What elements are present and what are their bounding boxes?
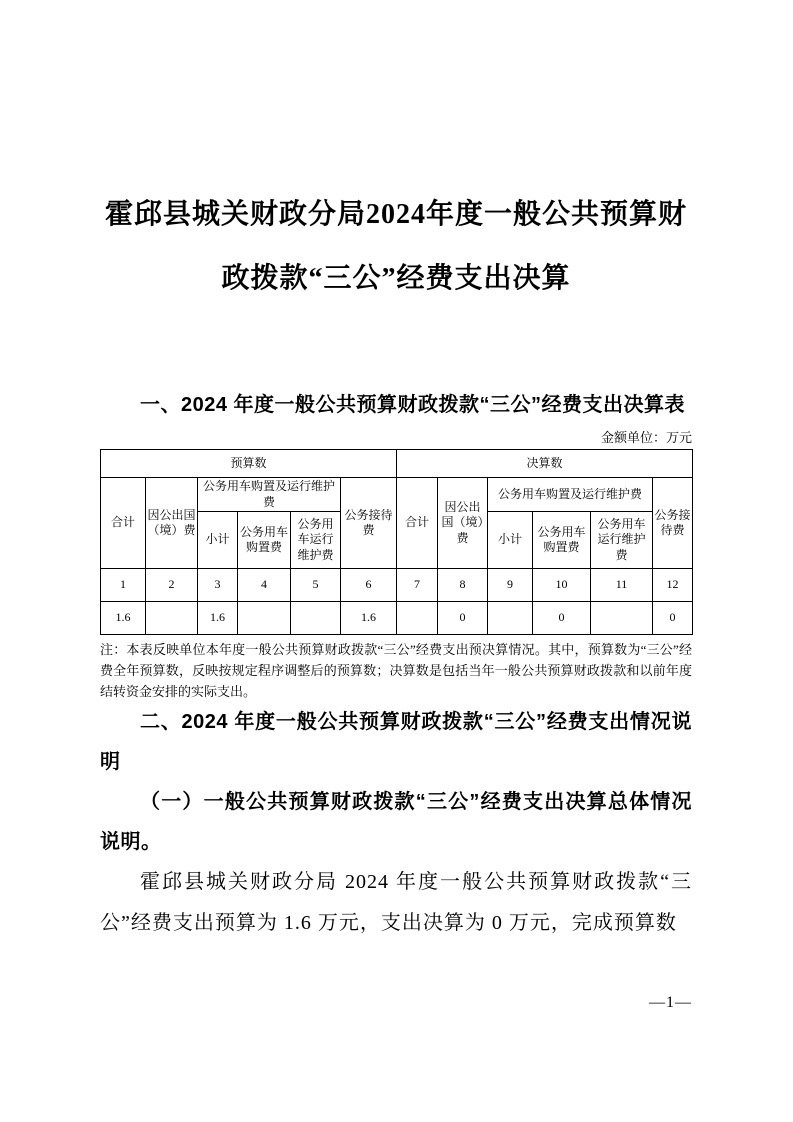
header-final-purchase: 公务用车购置费 bbox=[533, 512, 591, 569]
col-number-5: 5 bbox=[291, 569, 341, 602]
col-number-9: 9 bbox=[488, 569, 533, 602]
col-number-3: 3 bbox=[198, 569, 238, 602]
group-header-budget: 预算数 bbox=[101, 450, 397, 478]
table-note: 注：本表反映单位本年度一般公共预算财政拨款“三公”经费支出预决算情况。其中，预算数为“三公”经费全年预算数，反映按规定程序调整后的预算数；决算数是包括当年一般公共预算财政拨款和以前年度结转资金安排的实际支出。 bbox=[100, 642, 692, 700]
cell-final-purchase: 0 bbox=[533, 602, 591, 635]
header-final-total: 合计 bbox=[397, 478, 438, 569]
body-paragraph: 霍邱县城关财政分局 2024 年度一般公共预算财政拨款“三公”经费支出预算为 1.6 万元，支出决算为 0 万元，完成预算数 bbox=[100, 871, 692, 935]
cell-budget-operation bbox=[291, 602, 341, 635]
section-2-heading: 二、2024 年度一般公共预算财政拨款“三公”经费支出情况说明 bbox=[100, 711, 692, 774]
header-final-vehicle-group: 公务用车购置及运行维护费 bbox=[488, 478, 653, 512]
cell-final-abroad: 0 bbox=[438, 602, 488, 635]
col-number-11: 11 bbox=[591, 569, 653, 602]
cell-budget-abroad bbox=[146, 602, 198, 635]
header-budget-abroad: 因公出国（境）费 bbox=[146, 478, 198, 569]
header-budget-purchase: 公务用车购置费 bbox=[238, 512, 291, 569]
col-number-10: 10 bbox=[533, 569, 591, 602]
cell-budget-reception: 1.6 bbox=[341, 602, 397, 635]
col-number-8: 8 bbox=[438, 569, 488, 602]
col-number-6: 6 bbox=[341, 569, 397, 602]
cell-final-reception: 0 bbox=[653, 602, 693, 635]
header-final-subtotal: 小计 bbox=[488, 512, 533, 569]
cell-final-operation bbox=[591, 602, 653, 635]
col-number-7: 7 bbox=[397, 569, 438, 602]
cell-budget-purchase bbox=[238, 602, 291, 635]
header-final-reception: 公务接待费 bbox=[653, 478, 693, 569]
header-budget-total: 合计 bbox=[101, 478, 146, 569]
header-final-operation: 公务用车运行维护费 bbox=[591, 512, 653, 569]
cell-budget-total: 1.6 bbox=[101, 602, 146, 635]
cell-final-total bbox=[397, 602, 438, 635]
col-number-4: 4 bbox=[238, 569, 291, 602]
column-number-row bbox=[101, 569, 693, 602]
cell-final-subtotal bbox=[488, 602, 533, 635]
page-number: —1— bbox=[649, 994, 692, 1011]
header-row-main bbox=[101, 478, 693, 512]
subsection-1-heading: （一）一般公共预算财政拨款“三公”经费支出决算总体情况说明。 bbox=[100, 791, 692, 854]
header-budget-reception: 公务接待费 bbox=[341, 478, 397, 569]
header-budget-subtotal: 小计 bbox=[198, 512, 238, 569]
col-number-1: 1 bbox=[101, 569, 146, 602]
header-budget-operation: 公务用车运行维护费 bbox=[291, 512, 341, 569]
sangong-expense-table bbox=[100, 449, 693, 635]
data-row bbox=[101, 602, 693, 635]
header-budget-vehicle-group: 公务用车购置及运行维护费 bbox=[198, 478, 341, 512]
header-final-abroad: 因公出国（境）费 bbox=[438, 478, 488, 569]
section-1-heading: 一、2024 年度一般公共预算财政拨款“三公”经费支出决算表 bbox=[140, 394, 686, 416]
col-number-2: 2 bbox=[146, 569, 198, 602]
unit-label: 金额单位：万元 bbox=[600, 430, 692, 445]
document-title: 霍邱县城关财政分局2024年度一般公共预算财政拨款“三公”经费支出决算 bbox=[104, 199, 687, 294]
group-header-row bbox=[101, 450, 693, 478]
group-header-final: 决算数 bbox=[397, 450, 693, 478]
col-number-12: 12 bbox=[653, 569, 693, 602]
cell-budget-subtotal: 1.6 bbox=[198, 602, 238, 635]
